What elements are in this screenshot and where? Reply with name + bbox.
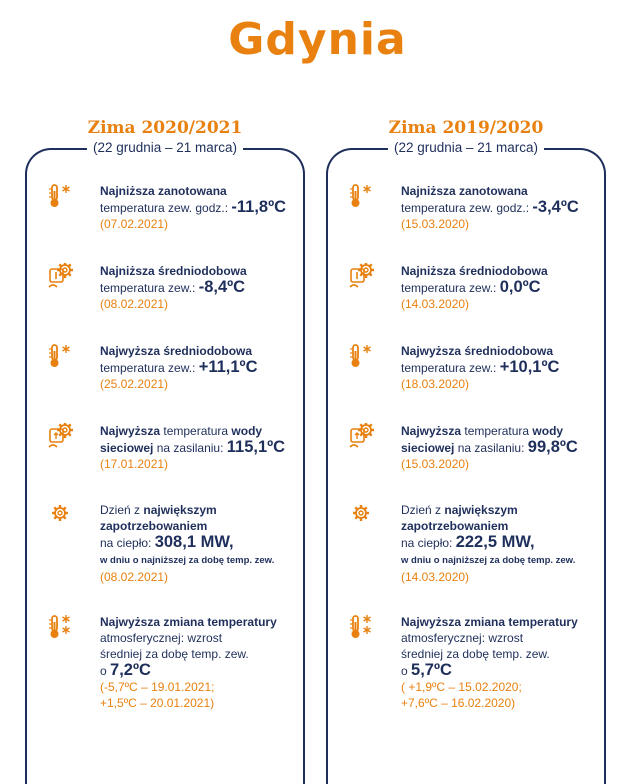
thermometer-snow-icon: [348, 183, 374, 209]
water-temperature-icon: [47, 423, 73, 449]
season-title: Zima 2020/2021: [87, 118, 243, 138]
stat-label: Najwyższa zmiana temperatury: [100, 615, 277, 629]
stat-date: (17.01.2021): [100, 457, 169, 471]
stat-date: (14.03.2020): [401, 297, 470, 311]
stat-value: +11,1ºC: [198, 358, 258, 376]
stat-value: -8,4ºC: [198, 278, 246, 296]
stat-label: Najniższa średniodobowa: [401, 264, 548, 278]
thermometer-sun-icon: [348, 343, 374, 369]
gear-icon: [47, 502, 73, 528]
stat-value: 7,2ºC: [110, 661, 151, 679]
stat-label: Najwyższa średniodobowa: [100, 344, 253, 358]
stat-date: (15.03.2020): [401, 217, 470, 231]
stat-date: (18.03.2020): [401, 377, 470, 391]
gear-icon: [348, 502, 374, 528]
stat-value: 5,7ºC: [411, 661, 452, 679]
stat-date: (08.02.2021): [100, 297, 169, 311]
stat-label: Najwyższa zmiana temperatury: [401, 615, 578, 629]
stat-value: -11,8ºC: [231, 198, 287, 216]
page-title: Gdynia: [228, 14, 407, 65]
stat-value: 115,1ºC: [226, 438, 286, 456]
stat-date: (08.02.2021): [100, 570, 169, 584]
thermometer-sun-icon: [47, 343, 73, 369]
stat-label: Najniższa zanotowana: [100, 184, 227, 198]
thermometer-gear-icon: [348, 263, 374, 289]
stat-date: (07.02.2021): [100, 217, 169, 231]
stat-date: (14.03.2020): [401, 570, 470, 584]
stat-date: (15.03.2020): [401, 457, 470, 471]
stat-value: -3,4ºC: [532, 198, 579, 216]
season-title: Zima 2019/2020: [388, 118, 544, 138]
thermometer-change-icon: [47, 614, 73, 640]
thermometer-snow-icon: [47, 183, 73, 209]
stat-value: +10,1ºC: [499, 358, 560, 376]
stat-value: 99,8ºC: [527, 438, 578, 456]
stat-label: Najniższa średniodobowa: [100, 264, 247, 278]
thermometer-change-icon: [348, 614, 374, 640]
thermometer-gear-icon: [47, 263, 73, 289]
season-subtitle: (22 grudnia – 21 marca): [326, 140, 606, 155]
stat-label: Najwyższa średniodobowa: [401, 344, 554, 358]
water-temperature-icon: [348, 423, 374, 449]
stat-value: 308,1 MW,: [154, 533, 234, 551]
stat-value: 222,5 MW,: [455, 533, 535, 551]
stat-date: (25.02.2021): [100, 377, 169, 391]
season-subtitle: (22 grudnia – 21 marca): [25, 140, 305, 155]
stat-value: 0,0ºC: [499, 278, 541, 296]
stat-label: Najniższa zanotowana: [401, 184, 528, 198]
